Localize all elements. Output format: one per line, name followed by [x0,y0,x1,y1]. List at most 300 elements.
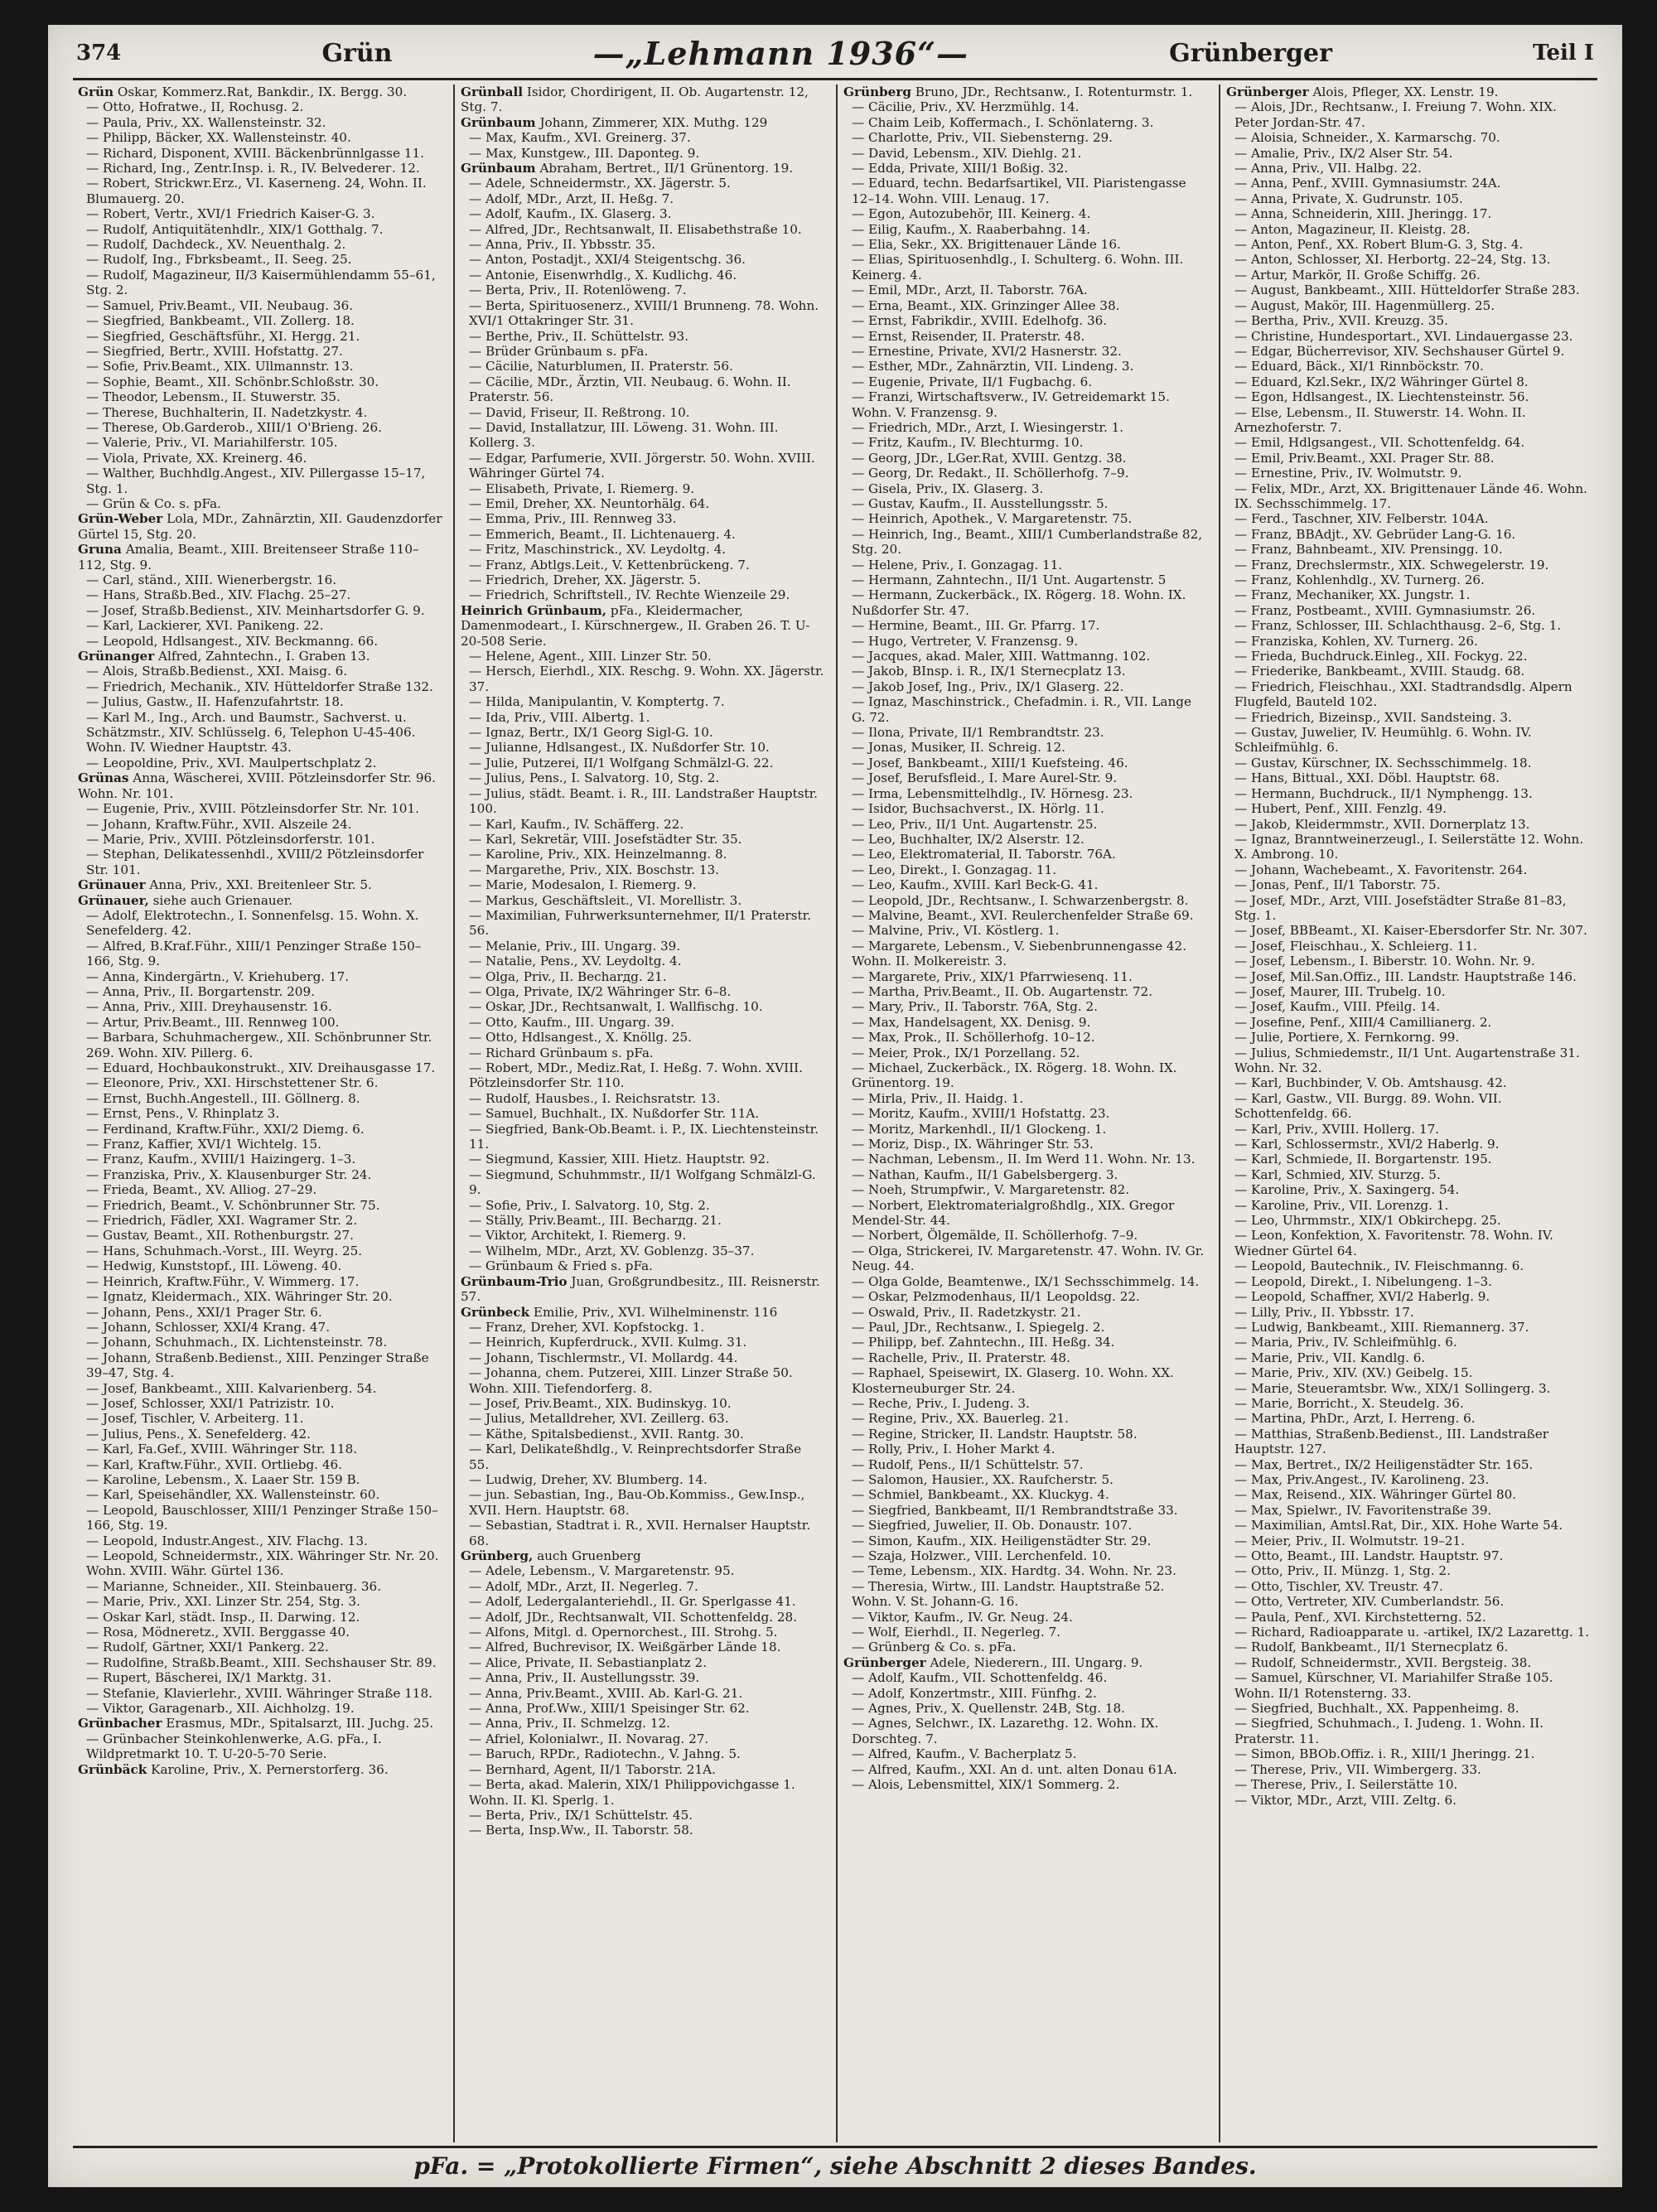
entry-surname: Grünbeck [461,1304,530,1320]
directory-entry [843,85,1208,99]
left-keyword: Grün [321,38,393,68]
directory-entry [78,1427,442,1442]
directory-entry [78,1716,442,1731]
directory-entry [461,1563,825,1578]
directory-entry [843,847,1208,862]
directory-entry [1226,939,1591,954]
entry-details: — Bertha, Priv., XVII. Kreuzg. 35. [1234,313,1448,329]
entry-details: Bruno, JDr., Rechtsanw., I. Rotenturmstr. 1. [911,85,1193,99]
entry-details: — Matthias, Straßenb.Bedienst., III. Landstraßer Hauptstr. 127. [1234,1426,1549,1457]
directory-entry [461,252,825,267]
entry-details: — Friedrich, Fleischhau., XXI. Stadtrandsdlg. Alpern Flugfeld, Bauteld 102. [1234,679,1572,710]
entry-details: — Hermann, Zahntechn., II/1 Unt. Augartenstr. 5 [852,572,1167,587]
entry-details: — Therese, Priv., VII. Wimbergerg. 33. [1234,1761,1481,1777]
entry-details: — Jonas, Penf., II/1 Taborstr. 75. [1234,877,1441,893]
directory-entry [78,1167,442,1182]
entry-details: — Norbert, Elektromaterialgroßhdlg., XIX. Gregor Mendel-Str. 44. [852,1197,1175,1229]
directory-entry [843,1167,1208,1182]
entry-details: — Marie, Steueramtsbr. Ww., XIX/1 Sollingerg. 3. [1234,1380,1551,1396]
entry-details: — Karl, Sekretär, VIII. Josefstädter Str. 35. [469,831,742,847]
entry-details: — Christine, Hundesportart., XVI. Lindauergasse 23. [1234,328,1573,344]
directory-entry [1226,344,1591,359]
directory-entry [461,1442,825,1472]
entry-details: — Walther, Buchhdlg.Angest., XIV. Pillergasse 15–17, Stg. 1. [86,466,426,496]
entry-details: — Karl, Priv., XVIII. Hollerg. 17. [1234,1121,1440,1137]
entry-details: — Fritz, Kaufm., IV. Blechturmg. 10. [852,435,1084,451]
entry-details: — Franz, Schlosser, III. Schlachthausg. 2–6, Stg. 1. [1234,618,1562,634]
directory-entry [843,1427,1208,1442]
entry-details: — Ernestine, Priv., IV. Wolmutstr. 9. [1234,466,1462,481]
entry-details: — Adolf, Elektrotechn., I. Sonnenfelsg. 15. Wohn. X. Senefelderg. 42. [86,907,419,939]
entry-details: — Michael, Zuckerbäck., IX. Rögerg. 18. Wohn. IX. Grünentorg. 19. [852,1060,1177,1091]
directory-entry [1226,1411,1591,1426]
directory-entry [843,862,1208,877]
directory-entry [1226,649,1591,664]
directory-entry [1226,1472,1591,1487]
entry-details: — Ferdinand, Kraftw.Führ., XXI/2 Diemg. 6. [86,1121,365,1137]
entry-details: — Eduard, Kzl.Sekr., IX/2 Währinger Gürtel 8. [1234,374,1529,389]
entry-details: — Johann, Tischlermstr., VI. Mollardg. 44. [469,1350,738,1365]
directory-entry [78,237,442,252]
entry-details: — Ignatz, Kleidermach., XIX. Währinger Str. 20. [86,1289,393,1305]
directory-entry [78,85,442,99]
directory-entry [78,1381,442,1396]
directory-entry [843,1655,1208,1670]
entry-details: — Emil, Hdlgsangest., VII. Schottenfeldg. 64. [1234,435,1525,451]
directory-entry [78,1335,442,1350]
entry-details: — Stefanie, Klavierlehr., XVIII. Währinger Straße 118. [86,1685,432,1701]
entry-surname: Grün [78,85,114,99]
entry-details: — Jacques, akad. Maler, XIII. Wattmanng. 102. [852,649,1151,664]
directory-entry [1226,161,1591,176]
directory-entry [843,1106,1208,1121]
directory-entry [843,1640,1208,1654]
entry-details: — Johann, Wachebeamt., X. Favoritenstr. 264. [1234,862,1528,877]
directory-entry [1226,1579,1591,1594]
entry-details: — Rudolf, Dachdeck., XV. Neuenthalg. 2. [86,237,346,253]
entry-details: Emilie, Priv., XVI. Wilhelminenstr. 116 [529,1304,778,1320]
directory-entry [461,359,825,374]
directory-entry [461,1365,825,1396]
entry-details: Oskar, Kommerz.Rat, Bankdir., IX. Bergg. 30. [114,85,408,99]
directory-entry [461,1548,825,1563]
entry-details: — Marie, Borricht., X. Steudelg. 36. [1234,1395,1464,1411]
entry-details: — Karoline, Lebensm., X. Laaer Str. 159 B. [86,1471,360,1487]
directory-entry [78,420,442,435]
entry-details: — Marianne, Schneider., XII. Steinbauerg. 36. [86,1578,382,1594]
directory-entry [461,984,825,999]
entry-details: — Rolly, Priv., I. Hoher Markt 4. [852,1442,1056,1457]
entry-details: Adele, Niederern., III. Ungarg. 9. [925,1654,1143,1670]
directory-entry [461,527,825,542]
directory-entry [1226,664,1591,679]
directory-entry [1226,1182,1591,1197]
directory-entry [461,770,825,785]
entry-details: — Helene, Priv., I. Gonzagag. 11. [852,557,1063,572]
directory-entry [461,1823,825,1838]
directory-entry [461,1777,825,1808]
entry-details: — Marie, Priv., VII. Kandlg. 6. [1234,1350,1426,1365]
entry-details: — Julius, Metalldreher, XVI. Zeillerg. 63. [469,1411,729,1427]
footer-note: pFa. = „Protokollierte Firmen“, siehe Abschnitt 2 dieses Bandes. [413,2152,1257,2180]
entry-details: — Josef, Berufsfleid., I. Mare Aurel-Str. 9. [852,770,1118,786]
directory-entry [1226,1746,1591,1761]
entry-details: — Gustav, Juwelier, IV. Heumühlg. 6. Wohn. IV. Schleifmühlg. 6. [1234,725,1532,756]
entry-details: — Rudolf, Magazineur, II/3 Kaisermühlendamm 55–61, Stg. 2. [86,267,436,298]
directory-entry [1226,313,1591,328]
directory-entry [461,649,825,664]
directory-entry [1226,1350,1591,1365]
directory-entry [461,1808,825,1823]
entry-details: — Ignaz, Branntweinerzeugl., I. Seilerstätte 12. Wohn. X. Ambrong. 10. [1234,831,1584,862]
entry-surname: Grünberger [843,1654,926,1670]
entry-details: — Amalie, Priv., IX/2 Alser Str. 54. [1234,145,1453,161]
entry-details: — Leo, Kaufm., XVIII. Karl Beck-G. 41. [852,877,1099,893]
entry-details: — Robert, MDr., Mediz.Rat, I. Heßg. 7. Wohn. XVIII. Pötzleinsdorfer Str. 110. [469,1060,803,1091]
directory-entry [843,389,1208,420]
directory-entry [843,374,1208,389]
directory-entry [843,1457,1208,1472]
entry-details: — Gustav, Kaufm., II. Ausstellungsstr. 5. [852,495,1109,511]
directory-entry [1226,359,1591,374]
directory-entry [843,1533,1208,1548]
directory-entry [461,130,825,145]
entry-details: — Franz, Abtlgs.Leit., V. Kettenbrückeng. 7. [469,557,750,572]
directory-entry [843,1030,1208,1045]
entry-details: — Anna, Penf., XVIII. Gymnasiumstr. 24A. [1234,176,1501,191]
entry-details: — Julius, Gastw., II. Hafenzufahrtstr. 18. [86,694,344,710]
directory-entry [1226,832,1591,862]
entry-surname: Grünbaum [461,161,536,176]
directory-entry [843,618,1208,633]
directory-entry [78,618,442,633]
directory-entry [1226,1365,1591,1380]
directory-entry [843,832,1208,847]
directory-entry [78,329,442,344]
directory-entry [843,923,1208,938]
directory-entry [461,146,825,161]
entry-surname: Grünberg, [461,1548,534,1563]
entry-details: — Irma, Lebensmittelhdlg., IV. Hörnesg. 23. [852,785,1133,801]
directory-entry [461,558,825,572]
directory-entry [78,603,442,618]
directory-entry [1226,1625,1591,1640]
entry-details: — David, Friseur, II. Reßtrong. 10. [469,404,690,420]
entry-details: — Rudolf, Ing., Fbrksbeamt., II. Seeg. 25. [86,252,352,268]
entry-details: — Johann, Straßenb.Bedienst., XIII. Penzinger Straße 39–47, Stg. 4. [86,1350,429,1381]
entry-details: — Charlotte, Priv., VII. Siebensterng. 29. [852,130,1113,146]
entry-surname: Grünbäck [78,1761,147,1777]
entry-details: — Maria, Priv., IV. Schleifmühlg. 6. [1234,1335,1457,1350]
entry-details: — Max, Priv.Angest., IV. Karolineng. 23. [1234,1471,1490,1487]
entry-details: — Jakob, Kleidermmstr., XVII. Dornerplatz 13. [1234,816,1530,832]
entry-details: — Richard, Radioapparate u. -artikel, IX/2 Lazarettg. 1. [1234,1625,1590,1640]
column-3 [843,85,1208,2142]
entry-details: — Malvine, Priv., VI. Köstlerg. 1. [852,923,1060,939]
entry-details: — Marie, Modesalon, I. Riemerg. 9. [469,877,697,893]
entry-details: — Alfred, B.Kraf.Führ., XIII/1 Penzinger Straße 150–166, Stg. 9. [86,938,422,969]
directory-entry [843,115,1208,130]
entry-details: — Ignaz, Bertr., IX/1 Georg Sigl-G. 10. [469,725,713,741]
entry-details: — Leo, Priv., II/1 Unt. Augartenstr. 25. [852,816,1098,832]
entry-details: — Schmiel, Bankbeamt., XX. Kluckyg. 4. [852,1487,1109,1503]
directory-entry [843,1548,1208,1563]
directory-entry [1226,511,1591,526]
entry-details: — Nathan, Kaufm., II/1 Gabelsbergerg. 3. [852,1166,1118,1182]
directory-entry [843,1625,1208,1640]
entry-details: — Friedrich, Beamt., V. Schönbrunner Str. 75. [86,1197,380,1213]
entry-details: — Rosa, Mödneretz., XVII. Berggasse 40. [86,1625,350,1640]
entry-details: — Regine, Priv., XX. Bauerleg. 21. [852,1411,1069,1427]
entry-details: — Olga, Strickerei, IV. Margaretenstr. 47. Wohn. IV. Gr. Neug. 44. [852,1243,1205,1274]
entry-details: — Siegfried, Schuhmach., I. Judeng. 1. Wohn. II. Praterstr. 11. [1234,1716,1544,1746]
entry-details: — Anton, Magazineur, II. Kleistg. 28. [1234,221,1471,237]
directory-entry [461,1594,825,1609]
entry-surname: Grünball [461,85,524,99]
entry-surname: Grünbaum-Trio [461,1273,568,1289]
entry-details: — Heinrich, Kraftw.Führ., V. Wimmerg. 17. [86,1273,360,1289]
entry-details: — Martina, PhDr., Arzt, I. Herreng. 6. [1234,1411,1476,1427]
directory-entry [461,1655,825,1670]
entry-details: — Heinrich, Ing., Beamt., XIII/1 Cumberlandstraße 82, Stg. 20. [852,526,1203,558]
entry-details: — Hilda, Manipulantin, V. Komptertg. 7. [469,694,725,710]
directory-entry [78,817,442,832]
directory-entry [78,298,442,313]
entry-details: — Gisela, Priv., IX. Glaserg. 3. [852,481,1044,496]
directory-entry [1226,481,1591,512]
entry-details: — Elisabeth, Private, I. Riemerg. 9. [469,481,695,496]
entry-details: auch Gruenberg [533,1548,641,1563]
directory-entry [1226,770,1591,785]
directory-entry [843,893,1208,908]
entry-details: — Berta, akad. Malerin, XIX/1 Philippovichgasse 1. Wohn. II. Kl. Sperlg. 1. [469,1777,795,1808]
entry-details: — Ilona, Private, II/1 Rembrandtstr. 23. [852,725,1104,741]
directory-entry [843,1762,1208,1777]
entry-details: — Heinrich, Kupferdruck., XVII. Kulmg. 31. [469,1335,747,1350]
directory-entry [461,1320,825,1335]
directory-entry [1226,999,1591,1014]
entry-details: — Berthe, Priv., II. Schüttelstr. 93. [469,328,689,344]
directory-entry [78,984,442,999]
entry-details: — Hans, Schuhmach.-Vorst., III. Weyrg. 25. [86,1243,363,1258]
entry-details: — Helene, Agent., XIII. Linzer Str. 50. [469,649,712,664]
directory-entry [843,999,1208,1014]
directory-entry [1226,923,1591,938]
entry-details: — Siegfried, Bankbeamt, II/1 Rembrandtstraße 33. [852,1502,1178,1518]
entry-details: — Wolf, Eierhdl., II. Negerleg. 7. [852,1625,1060,1640]
directory-entry [78,1228,442,1243]
entry-details: — Ernestine, Private, XVI/2 Hasnerstr. 32. [852,343,1122,359]
entry-details: — Josef, Maurer, III. Trubelg. 10. [1234,983,1446,999]
entry-details: — Malvine, Beamt., XVI. Reulerchenfelder Straße 69. [852,907,1194,923]
directory-entry [78,756,442,770]
directory-entry [78,939,442,969]
directory-entry [461,344,825,359]
entry-details: — Hermann, Buchdruck., II/1 Nymphengg. 13. [1234,785,1533,801]
directory-entry [78,1670,442,1685]
entry-details: — Ernst, Fabrikdir., XVIII. Edelhofg. 36. [852,313,1108,329]
entry-details: — Franz, Mechaniker, XX. Jungstr. 1. [1234,587,1471,603]
entry-details: — Moritz, Markenhdl., II/1 Glockeng. 1. [852,1121,1107,1137]
directory-entry [461,1046,825,1060]
entry-details: — Rachelle, Priv., II. Praterstr. 48. [852,1350,1070,1365]
entry-details: — Karl, Speisehändler, XX. Wallensteinstr. 60. [86,1487,380,1503]
directory-entry [1226,603,1591,618]
entry-details: — Grünberg & Co. s. pFa. [852,1640,1017,1655]
entry-details: — Leo, Buchhalter, IX/2 Alserstr. 12. [852,831,1085,847]
directory-entry [78,1548,442,1579]
directory-entry [78,1655,442,1670]
entry-details: — Friedrich, Schriftstell., IV. Rechte Wienzeile 29. [469,587,790,603]
entry-details: — Julianne, Hdlsangest., IX. Nußdorfer Str. 10. [469,740,770,756]
entry-details: — Karl, Schmied, XIV. Sturzg. 5. [1234,1166,1441,1182]
directory-entry [1226,1427,1591,1457]
directory-entry [1226,1610,1591,1625]
directory-entry [1226,1701,1591,1716]
entry-details: — Jonas, Musiker, II. Schreig. 12. [852,740,1065,756]
entry-details: — Alois, Lebensmittel, XIX/1 Sommerg. 2. [852,1777,1120,1793]
entry-details: — Karl, Schlossermstr., XVI/2 Haberlg. 9. [1234,1137,1500,1152]
directory-entry [78,115,442,130]
entry-details: — Olga Golde, Beamtenwe., IX/1 Sechsschimmelg. 14. [852,1273,1200,1289]
directory-entry [1226,206,1591,221]
directory-entry [78,999,442,1014]
directory-entry [843,344,1208,359]
directory-entry [78,1305,442,1320]
entry-details: — Franz, Kaffier, XVI/1 Wichtelg. 15. [86,1137,321,1152]
directory-entry [843,206,1208,221]
entry-details: — Ludwig, Dreher, XV. Blumberg. 14. [469,1471,708,1487]
directory-entry [461,1731,825,1746]
header-rule [73,78,1597,80]
directory-entry [461,694,825,709]
directory-entry [843,1350,1208,1365]
directory-entry [843,466,1208,481]
directory-entry [461,969,825,984]
directory-entry [1226,1655,1591,1670]
entry-details: — Josef, Kaufm., VIII. Pfeilg. 14. [1234,999,1441,1015]
entry-details: — Josef, Bankbeamt., XIII/1 Kuefsteing. 46. [852,755,1128,770]
entry-details: — Otto, Priv., II. Münzg. 1, Stg. 2. [1234,1563,1451,1579]
directory-entry [461,1610,825,1625]
directory-entry [1226,954,1591,968]
entry-details: — Anna, Priv., II. Schmelzg. 12. [469,1716,670,1731]
entry-surname: Grünauer, [78,892,149,908]
entry-details: — Karoline, Priv., XIX. Heinzelmanng. 8. [469,847,727,862]
directory-entry [843,939,1208,969]
directory-entry [1226,268,1591,283]
directory-entry [461,817,825,832]
directory-entry [78,1030,442,1060]
directory-entry [461,1228,825,1243]
directory-entry [461,1122,825,1152]
entry-details: — Josef, BBBeamt., XI. Kaiser-Ebersdorfer Str. Nr. 307. [1234,923,1587,939]
entry-details: Isidor, Chordirigent, II. Ob. Augartenstr. 12, Stg. 7. [461,85,809,115]
entry-details: — Noeh, Strumpfwir., V. Margaretenstr. 82. [852,1182,1130,1198]
directory-entry [461,1518,825,1548]
directory-entry [78,1244,442,1258]
entry-details: — Olga, Priv., II. Becharдg. 21. [469,968,667,984]
entry-details: — Frieda, Buchdruck.Einleg., XII. Fockyg. 22. [1234,649,1528,664]
directory-entry [78,572,442,587]
entry-details: Johann, Zimmerer, XIX. Muthg. 129 [535,114,768,130]
entry-details: — Friederike, Bankbeamt., XVIII. Staudg. 68. [1234,664,1525,679]
directory-entry [1226,1594,1591,1609]
directory-entry [461,496,825,511]
entry-details: — Lilly, Priv., II. Ybbsstr. 17. [1234,1304,1414,1320]
directory-entry [78,634,442,649]
directory-entry [843,313,1208,328]
directory-entry [461,862,825,877]
entry-details: — Artur, Priv.Beamt., III. Rennweg 100. [86,1014,340,1030]
entry-details: — Ignaz, Maschinstrick., Chefadmin. i. R., VII. Lange G. 72. [852,694,1191,725]
entry-details: — Barbara, Schuhmachergew., XII. Schönbrunner Str. 269. Wohn. XIV. Pillerg. 6. [86,1030,432,1060]
directory-entry [461,1670,825,1685]
entry-details: — Leo, Direkt., I. Gonzagag. 11. [852,862,1057,877]
directory-entry [843,1060,1208,1091]
entry-details: — Franzi, Wirtschaftsverw., IV. Getreidemarkt 15. Wohn. V. Franzensg. 9. [852,389,1170,420]
entry-details: — Wilhelm, MDr., Arzt, XV. Goblenzg. 35–37. [469,1243,755,1258]
entry-details: — Anna, Prof.Ww., XIII/1 Speisinger Str. 62. [469,1701,750,1717]
entry-details: — Anna, Priv., II. Austellungsstr. 39. [469,1670,700,1686]
directory-entry [843,664,1208,679]
directory-entry [78,1182,442,1197]
entry-details: — Berta, Priv., IX/1 Schüttelstr. 45. [469,1807,693,1823]
entry-details: — Friedrich, Fädler, XXI. Wagramer Str. 2. [86,1213,358,1229]
directory-entry [843,329,1208,344]
directory-entry [843,969,1208,984]
entry-details: — Valerie, Priv., VI. Mariahilferstr. 105. [86,435,338,451]
directory-entry [78,1274,442,1289]
entry-details: — Johann, Pens., XXI/1 Prager Str. 6. [86,1304,322,1320]
entry-details: — Szaja, Holzwer., VIII. Lerchenfeld. 10. [852,1548,1112,1563]
directory-entry [843,1563,1208,1578]
directory-entry [461,451,825,481]
directory-entry [843,176,1208,206]
directory-entry [78,1320,442,1335]
entry-details: — Norbert, Ölgemälde, II. Schöllerhofg. 7–9. [852,1228,1138,1244]
directory-entry [461,1258,825,1273]
entry-details: — Emmerich, Beamt., II. Lichtenauerg. 4. [469,526,736,542]
entry-details: — Adolf, JDr., Rechtsanwalt, VII. Schottenfeldg. 28. [469,1609,798,1625]
directory-entry [78,176,442,206]
entry-details: — Hersch, Eierhdl., XIX. Reschg. 9. Wohn. XX. Jägerstr. 37. [469,664,824,694]
entry-details: — Anna, Schneiderin, XIII. Jheringg. 17. [1234,206,1492,222]
directory-entry [1226,1258,1591,1273]
entry-details: — Edgar, Bücherrevisor, XIV. Sechshauser Gürtel 9. [1234,343,1565,359]
column-divider [836,85,838,2142]
directory-entry [461,877,825,892]
entry-details: — Adele, Lebensm., V. Margaretenstr. 95. [469,1563,735,1579]
entry-details: — Siegmund, Kassier, XIII. Hietz. Hauptstr. 92. [469,1152,770,1167]
directory-entry [461,191,825,206]
directory-entry [843,1244,1208,1274]
entry-details: — Raphael, Speisewirt, IX. Glaserg. 10. Wohn. XX. Klosterneuburger Str. 24. [852,1365,1174,1396]
directory-entry [1226,725,1591,756]
directory-entry [461,481,825,496]
directory-entry [843,679,1208,694]
directory-entry [461,1198,825,1213]
directory-entry [843,527,1208,558]
directory-entry [78,313,442,328]
entry-details: — Felix, MDr., Arzt, XX. Brigittenauer Lände 46. Wohn. IX. Sechsschimmelg. 17. [1234,481,1588,511]
directory-entry [843,1716,1208,1746]
entry-surname: Grünberg [843,85,911,99]
entry-details: — Leon, Konfektion, X. Favoritenstr. 78. Wohn. IV. Wiedner Gürtel 64. [1234,1228,1553,1258]
directory-entry [78,1289,442,1304]
directory-entry [843,1686,1208,1701]
directory-entry [843,1289,1208,1304]
